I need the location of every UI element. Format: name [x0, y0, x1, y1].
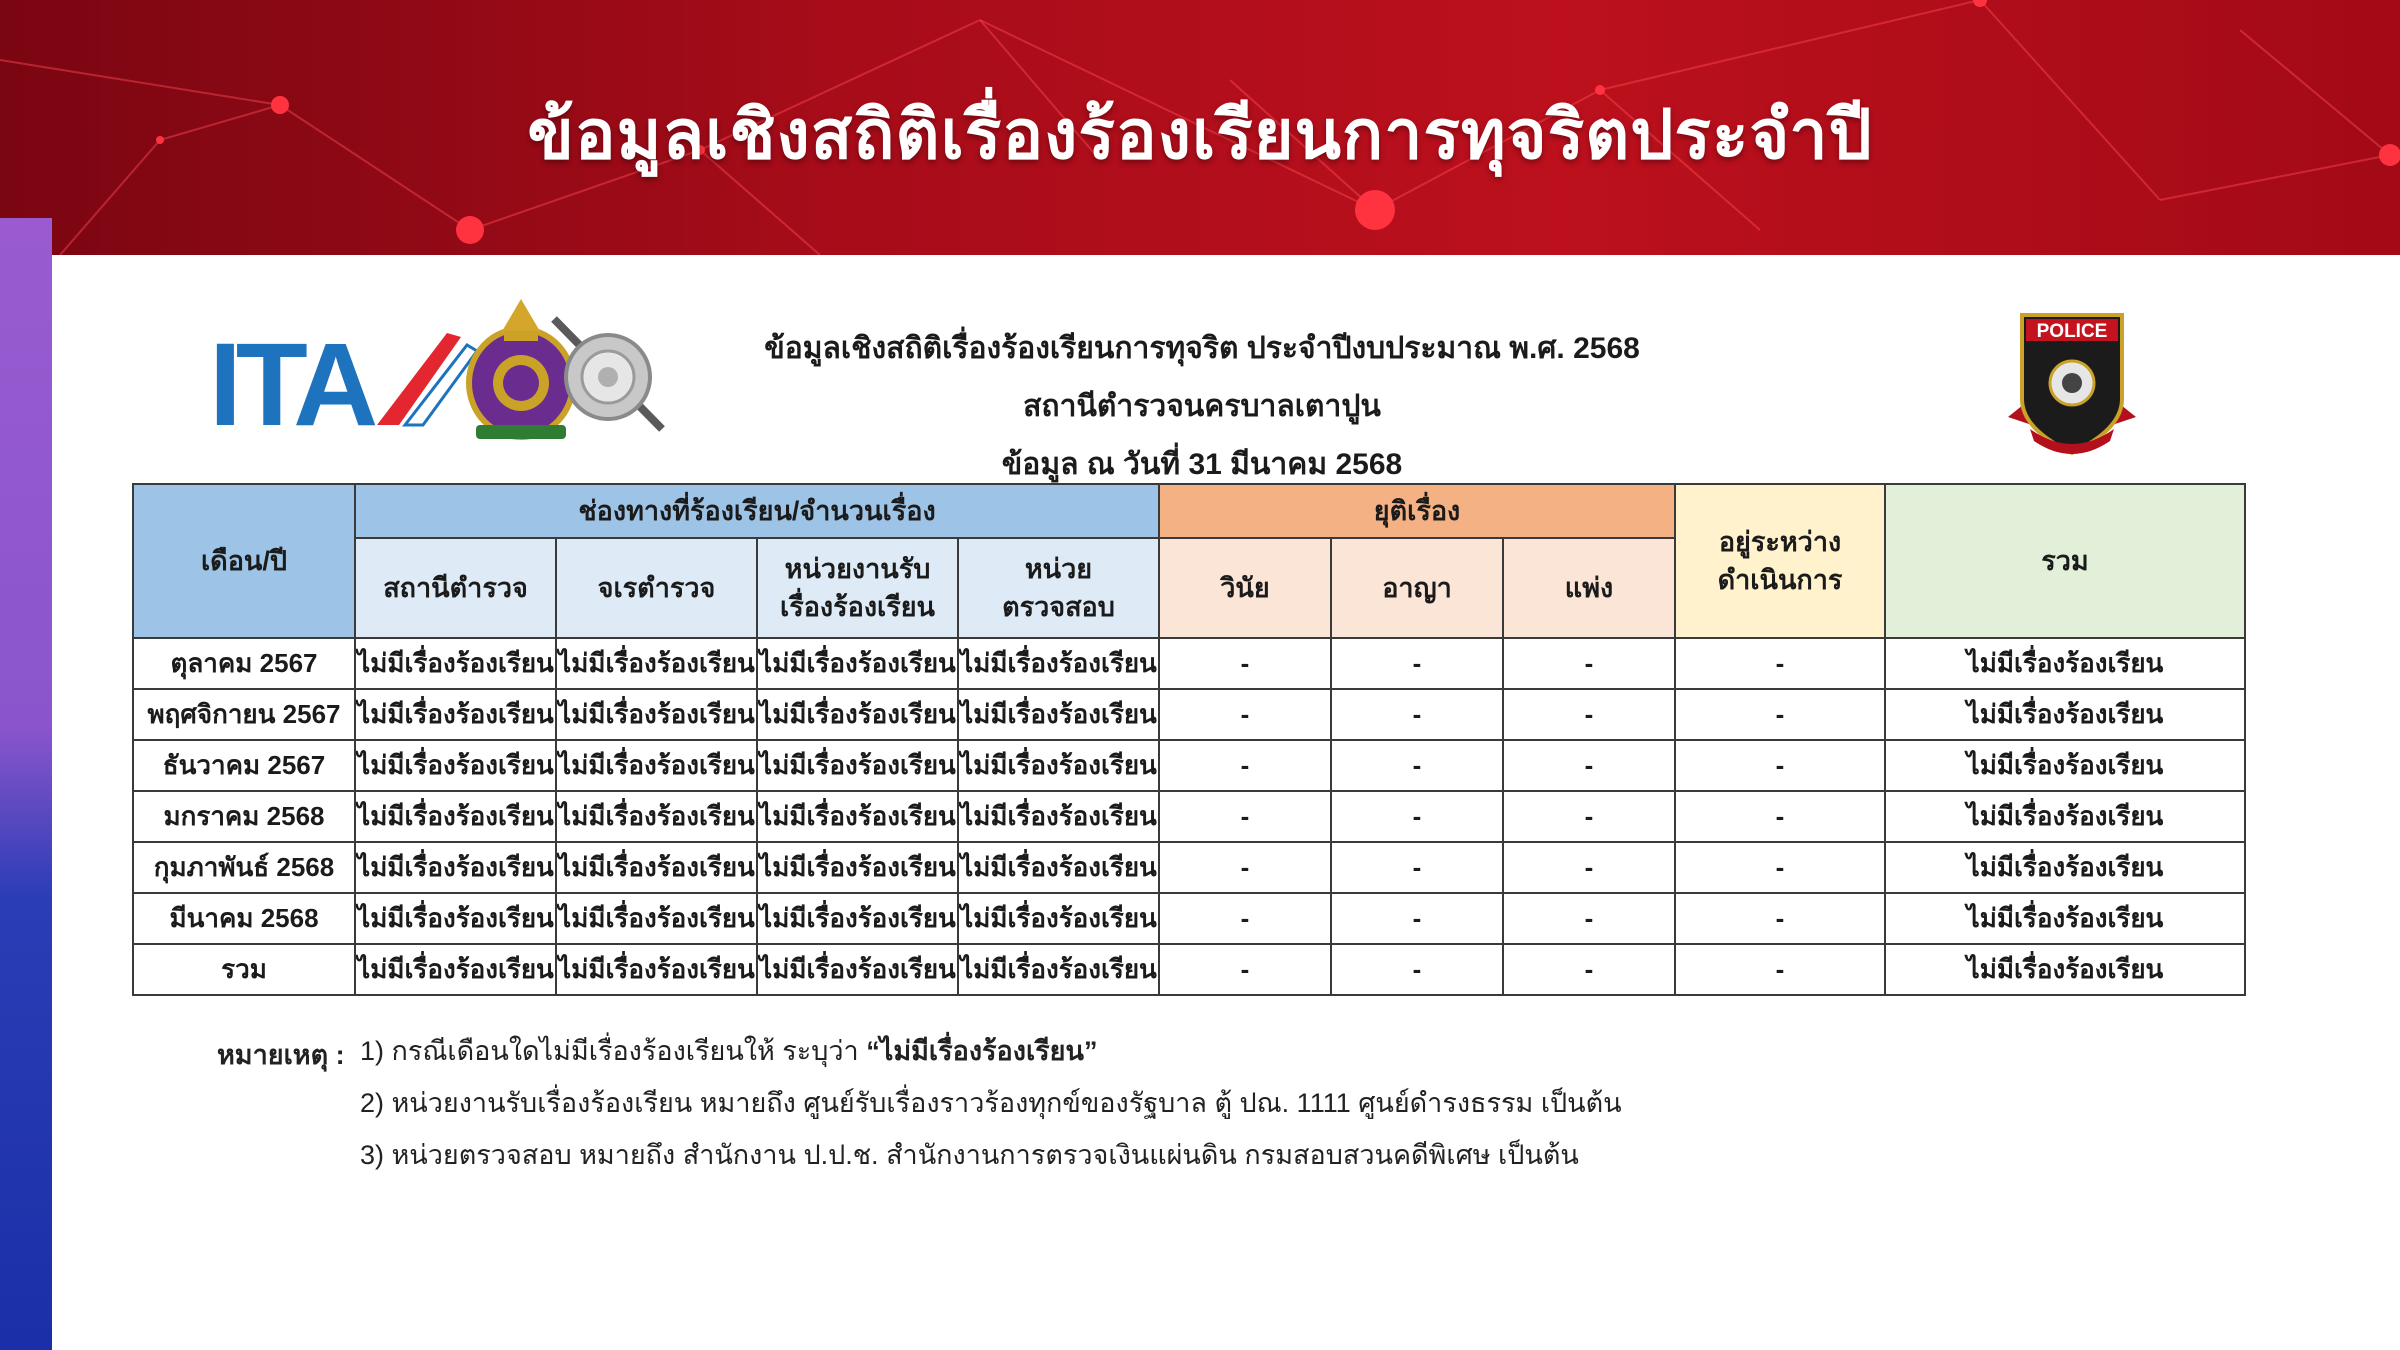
in-progress-cell: - — [1675, 944, 1885, 995]
resolved-header-discipline: วินัย — [1159, 538, 1331, 638]
total-cell: ไม่มีเรื่องร้องเรียน — [1885, 791, 2245, 842]
total-cell: ไม่มีเรื่องร้องเรียน — [1885, 638, 2245, 689]
resolved-cell-criminal: - — [1331, 893, 1503, 944]
month-cell: กุมภาพันธ์ 2568 — [133, 842, 355, 893]
channel-cell-police-station: ไม่มีเรื่องร้องเรียน — [355, 638, 556, 689]
resolved-group-header: ยุติเรื่อง — [1159, 484, 1675, 538]
resolved-cell-discipline: - — [1159, 893, 1331, 944]
resolved-cell-civil: - — [1503, 893, 1675, 944]
channel-cell-police-inspector: ไม่มีเรื่องร้องเรียน — [556, 791, 757, 842]
in-progress-cell: - — [1675, 842, 1885, 893]
resolved-header-criminal: อาญา — [1331, 538, 1503, 638]
channel-cell-police-inspector: ไม่มีเรื่องร้องเรียน — [556, 944, 757, 995]
resolved-cell-civil: - — [1503, 791, 1675, 842]
resolved-cell-civil: - — [1503, 689, 1675, 740]
in-progress-header: อยู่ระหว่าง ดำเนินการ — [1675, 484, 1885, 638]
in-progress-cell: - — [1675, 689, 1885, 740]
in-progress-cell: - — [1675, 638, 1885, 689]
note-2: 2) หน่วยงานรับเรื่องร้องเรียน หมายถึง ศูนย์รับเรื่องราวร้องทุกข์ของรัฐบาล ตู้ ปณ. 1111 ศูนย์ดำรงธรรม เป็นต้น — [360, 1088, 1622, 1118]
resolved-cell-civil: - — [1503, 944, 1675, 995]
channel-cell-police-inspector: ไม่มีเรื่องร้องเรียน — [556, 842, 757, 893]
total-cell: ไม่มีเรื่องร้องเรียน — [1885, 740, 2245, 791]
resolved-cell-criminal: - — [1331, 944, 1503, 995]
channel-cell-complaint-agency: ไม่มีเรื่องร้องเรียน — [757, 842, 958, 893]
month-cell: รวม — [133, 944, 355, 995]
month-cell: มีนาคม 2568 — [133, 893, 355, 944]
channel-header-complaint-agency: หน่วยงานรับ เรื่องร้องเรียน — [757, 538, 958, 638]
resolved-cell-discipline: - — [1159, 791, 1331, 842]
note-1 — [360, 1029, 1097, 1072]
resolved-cell-criminal: - — [1331, 740, 1503, 791]
content-panel — [52, 255, 2400, 1350]
svg-text:POLICE: POLICE — [2036, 321, 2108, 342]
table-row — [133, 842, 2245, 893]
channel-cell-police-station: ไม่มีเรื่องร้องเรียน — [355, 842, 556, 893]
channel-cell-complaint-agency: ไม่มีเรื่องร้องเรียน — [757, 740, 958, 791]
table-body — [133, 638, 2245, 995]
page-title: ข้อมูลเชิงสถิติเรื่องร้องเรียนการทุจริตประจำปี — [527, 96, 1873, 175]
total-cell: ไม่มีเรื่องร้องเรียน — [1885, 893, 2245, 944]
note-1-emphasis: “ไม่มีเรื่องร้องเรียน” — [866, 1036, 1098, 1066]
table-row — [133, 944, 2245, 995]
total-cell: ไม่มีเรื่องร้องเรียน — [1885, 689, 2245, 740]
month-cell: พฤศจิกายน 2567 — [133, 689, 355, 740]
left-accent-bar — [0, 218, 52, 1350]
channels-group-header: ช่องทางที่ร้องเรียน/จำนวนเรื่อง — [355, 484, 1159, 538]
resolved-cell-discipline: - — [1159, 740, 1331, 791]
month-cell: ธันวาคม 2567 — [133, 740, 355, 791]
resolved-cell-criminal: - — [1331, 689, 1503, 740]
channel-cell-audit-agency: ไม่มีเรื่องร้องเรียน — [958, 689, 1159, 740]
in-progress-cell: - — [1675, 740, 1885, 791]
in-progress-cell: - — [1675, 893, 1885, 944]
channel-cell-audit-agency: ไม่มีเรื่องร้องเรียน — [958, 842, 1159, 893]
month-header: เดือน/ปี — [133, 484, 355, 638]
total-header: รวม — [1885, 484, 2245, 638]
channel-header-police-station: สถานีตำรวจ — [355, 538, 556, 638]
channel-cell-audit-agency: ไม่มีเรื่องร้องเรียน — [958, 740, 1159, 791]
channel-cell-police-station: ไม่มีเรื่องร้องเรียน — [355, 791, 556, 842]
channel-cell-police-station: ไม่มีเรื่องร้องเรียน — [355, 944, 556, 995]
channel-cell-police-inspector: ไม่มีเรื่องร้องเรียน — [556, 893, 757, 944]
table-row — [133, 740, 2245, 791]
resolved-cell-criminal: - — [1331, 791, 1503, 842]
total-cell: ไม่มีเรื่องร้องเรียน — [1885, 944, 2245, 995]
channel-cell-complaint-agency: ไม่มีเรื่องร้องเรียน — [757, 638, 958, 689]
channel-cell-police-inspector: ไม่มีเรื่องร้องเรียน — [556, 638, 757, 689]
total-cell: ไม่มีเรื่องร้องเรียน — [1885, 842, 2245, 893]
table-row — [133, 791, 2245, 842]
channel-cell-complaint-agency: ไม่มีเรื่องร้องเรียน — [757, 791, 958, 842]
table-row — [133, 893, 2245, 944]
table-row — [133, 638, 2245, 689]
resolved-cell-discipline: - — [1159, 944, 1331, 995]
note-1-text: 1) กรณีเดือนใดไม่มีเรื่องร้องเรียนให้ ระบุว่า — [360, 1036, 867, 1066]
channel-cell-audit-agency: ไม่มีเรื่องร้องเรียน — [958, 893, 1159, 944]
channel-cell-complaint-agency: ไม่มีเรื่องร้องเรียน — [757, 689, 958, 740]
resolved-cell-criminal: - — [1331, 842, 1503, 893]
resolved-header-civil: แพ่ง — [1503, 538, 1675, 638]
channel-header-audit-agency: หน่วย ตรวจสอบ — [958, 538, 1159, 638]
table-row — [133, 689, 2245, 740]
complaint-statistics-table — [132, 483, 2246, 996]
channel-cell-police-inspector: ไม่มีเรื่องร้องเรียน — [556, 740, 757, 791]
resolved-cell-discipline: - — [1159, 638, 1331, 689]
channel-cell-police-station: ไม่มีเรื่องร้องเรียน — [355, 740, 556, 791]
svg-text:ITA: ITA — [209, 325, 373, 435]
resolved-cell-discipline: - — [1159, 842, 1331, 893]
channel-header-police-inspector: จเรตำรวจ — [556, 538, 757, 638]
channel-cell-audit-agency: ไม่มีเรื่องร้องเรียน — [958, 791, 1159, 842]
document-title: ข้อมูลเชิงสถิติเรื่องร้องเรียนการทุจริต ประจำปีงบประมาณ พ.ศ. 2568 — [764, 332, 1640, 365]
resolved-cell-civil: - — [1503, 740, 1675, 791]
month-cell: ตุลาคม 2567 — [133, 638, 355, 689]
month-cell: มกราคม 2568 — [133, 791, 355, 842]
channel-cell-audit-agency: ไม่มีเรื่องร้องเรียน — [958, 638, 1159, 689]
resolved-cell-criminal: - — [1331, 638, 1503, 689]
police-station-badge-icon — [2002, 309, 2142, 459]
channel-cell-complaint-agency: ไม่มีเรื่องร้องเรียน — [757, 944, 958, 995]
notes-heading: หมายเหตุ : — [217, 1040, 345, 1070]
channel-cell-police-station: ไม่มีเรื่องร้องเรียน — [355, 893, 556, 944]
title-banner — [0, 0, 2400, 255]
resolved-cell-discipline: - — [1159, 689, 1331, 740]
channel-cell-police-station: ไม่มีเรื่องร้องเรียน — [355, 689, 556, 740]
data-date: ข้อมูล ณ วันที่ 31 มีนาคม 2568 — [1001, 448, 1403, 481]
resolved-cell-civil: - — [1503, 638, 1675, 689]
resolved-cell-civil: - — [1503, 842, 1675, 893]
station-name: สถานีตำรวจนครบาลเตาปูน — [1023, 390, 1381, 423]
in-progress-cell: - — [1675, 791, 1885, 842]
channel-cell-complaint-agency: ไม่มีเรื่องร้องเรียน — [757, 893, 958, 944]
channel-cell-audit-agency: ไม่มีเรื่องร้องเรียน — [958, 944, 1159, 995]
channel-cell-police-inspector: ไม่มีเรื่องร้องเรียน — [556, 689, 757, 740]
note-3: 3) หน่วยตรวจสอบ หมายถึง สำนักงาน ป.ป.ช. สำนักงานการตรวจเงินแผ่นดิน กรมสอบสวนคดีพิเศษ เป็นต้น — [360, 1140, 1579, 1170]
